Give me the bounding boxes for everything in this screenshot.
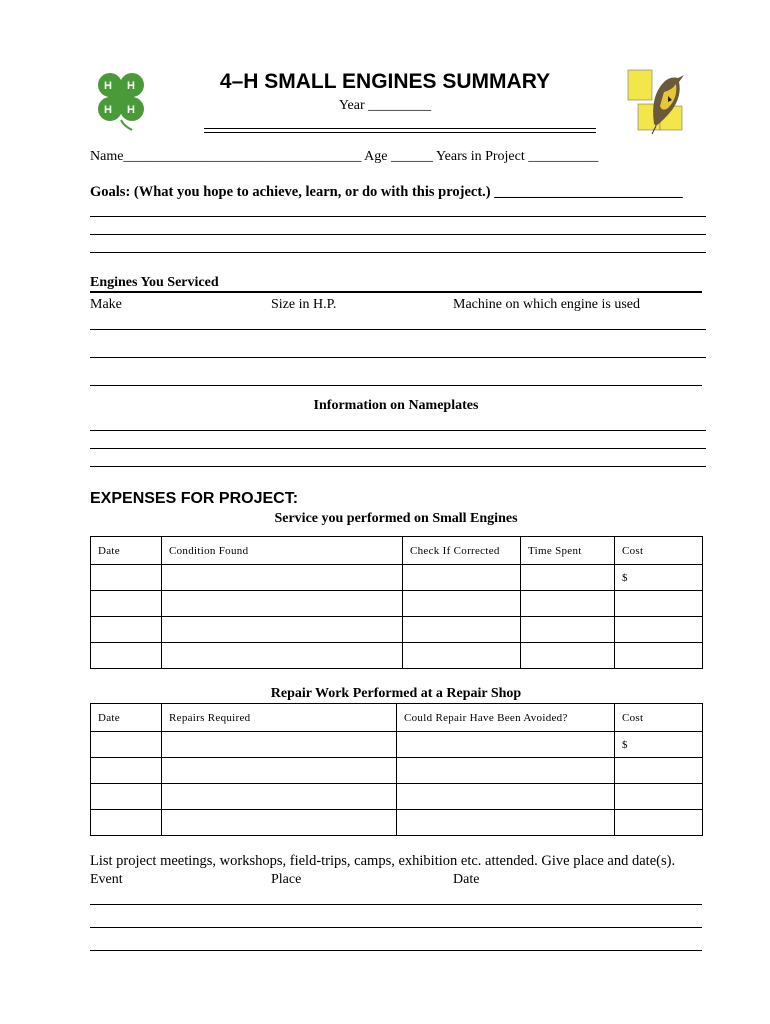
- col-event: Event: [90, 872, 123, 887]
- table-cell[interactable]: [615, 758, 703, 784]
- svg-text:H: H: [127, 80, 135, 92]
- table-cell[interactable]: [91, 810, 162, 836]
- table-cell[interactable]: [162, 591, 403, 617]
- table-cell[interactable]: [91, 732, 162, 758]
- service-col-date: Date: [91, 537, 162, 565]
- year-field[interactable]: Year _________: [338, 98, 432, 113]
- table-cell[interactable]: [615, 810, 703, 836]
- repair-col-repairs: Repairs Required: [162, 704, 397, 732]
- repair-table: [90, 703, 703, 836]
- engine-line-1[interactable]: [90, 329, 706, 330]
- repair-heading: Repair Work Performed at a Repair Shop: [270, 686, 522, 701]
- col-size: Size in H.P.: [271, 297, 337, 312]
- meeting-line-1[interactable]: [90, 904, 702, 905]
- cost-cell[interactable]: $: [615, 732, 703, 758]
- table-cell[interactable]: [615, 617, 703, 643]
- engine-line-3[interactable]: [90, 385, 702, 386]
- svg-text:H: H: [104, 80, 112, 92]
- engines-heading-rule: [90, 291, 702, 293]
- goals-line-3[interactable]: [90, 252, 706, 253]
- meeting-line-2[interactable]: [90, 927, 702, 928]
- table-cell[interactable]: [91, 784, 162, 810]
- table-cell[interactable]: [397, 784, 615, 810]
- goals-label[interactable]: Goals: (What you hope to achieve, learn, or do with this project.) __________________________: [90, 184, 683, 200]
- meetings-label: List project meetings, workshops, field-trips, camps, exhibition etc. attended. Give place and date(s).: [90, 853, 676, 869]
- table-row: [91, 617, 703, 643]
- engine-line-2[interactable]: [90, 357, 706, 358]
- col-make: Make: [90, 297, 122, 312]
- service-heading: Service you performed on Small Engines: [274, 511, 518, 526]
- repair-col-avoided: Could Repair Have Been Avoided?: [397, 704, 615, 732]
- table-cell[interactable]: [615, 591, 703, 617]
- form-title: 4–H SMALL ENGINES SUMMARY: [219, 70, 551, 93]
- table-cell[interactable]: [397, 758, 615, 784]
- service-col-check: Check If Corrected: [403, 537, 521, 565]
- repair-table-header: [91, 704, 703, 732]
- table-cell[interactable]: [91, 643, 162, 669]
- engines-heading: Engines You Serviced: [90, 275, 219, 290]
- table-row: [91, 810, 703, 836]
- table-cell[interactable]: [397, 810, 615, 836]
- nameplate-line-2[interactable]: [90, 448, 706, 449]
- table-row: [91, 591, 703, 617]
- table-cell[interactable]: [162, 617, 403, 643]
- table-cell[interactable]: [91, 565, 162, 591]
- service-table: [90, 536, 703, 669]
- table-cell[interactable]: [403, 643, 521, 669]
- table-cell[interactable]: [403, 591, 521, 617]
- table-cell[interactable]: [521, 617, 615, 643]
- table-cell[interactable]: [162, 732, 397, 758]
- repair-col-date: Date: [91, 704, 162, 732]
- table-cell[interactable]: [162, 810, 397, 836]
- service-col-condition: Condition Found: [162, 537, 403, 565]
- table-cell[interactable]: [403, 565, 521, 591]
- nameplate-line-3[interactable]: [90, 466, 706, 467]
- expenses-heading: EXPENSES FOR PROJECT:: [90, 490, 299, 507]
- table-cell[interactable]: [521, 565, 615, 591]
- table-cell[interactable]: [91, 617, 162, 643]
- table-cell[interactable]: [162, 784, 397, 810]
- service-col-time: Time Spent: [521, 537, 615, 565]
- table-cell[interactable]: [615, 643, 703, 669]
- table-row: [91, 758, 703, 784]
- table-cell[interactable]: [91, 758, 162, 784]
- meeting-line-3[interactable]: [90, 950, 702, 951]
- table-cell[interactable]: [521, 591, 615, 617]
- table-cell[interactable]: [91, 591, 162, 617]
- col-date: Date: [453, 872, 480, 887]
- svg-text:H: H: [127, 104, 135, 116]
- goals-line-2[interactable]: [90, 234, 706, 235]
- table-cell[interactable]: [615, 784, 703, 810]
- goals-line-1[interactable]: [90, 216, 706, 217]
- service-table-header: [91, 537, 703, 565]
- table-cell[interactable]: [397, 732, 615, 758]
- svg-text:H: H: [104, 104, 112, 116]
- table-cell[interactable]: [162, 565, 403, 591]
- cost-cell[interactable]: $: [615, 565, 703, 591]
- table-cell[interactable]: [403, 617, 521, 643]
- header-divider: [204, 128, 596, 133]
- col-place: Place: [271, 872, 302, 887]
- col-machine: Machine on which engine is used: [453, 297, 641, 312]
- nameplates-heading: Information on Nameplates: [313, 398, 479, 413]
- table-row: [91, 565, 703, 591]
- nameplate-line-1[interactable]: [90, 430, 706, 431]
- table-row: [91, 784, 703, 810]
- table-cell[interactable]: [162, 643, 403, 669]
- service-col-cost: Cost: [615, 537, 703, 565]
- table-cell[interactable]: [162, 758, 397, 784]
- name-age-years-line[interactable]: Name__________________________________ Age ______ Years in Project __________: [90, 149, 599, 164]
- table-cell[interactable]: [521, 643, 615, 669]
- table-row: [91, 732, 703, 758]
- repair-col-cost: Cost: [615, 704, 703, 732]
- table-row: [91, 643, 703, 669]
